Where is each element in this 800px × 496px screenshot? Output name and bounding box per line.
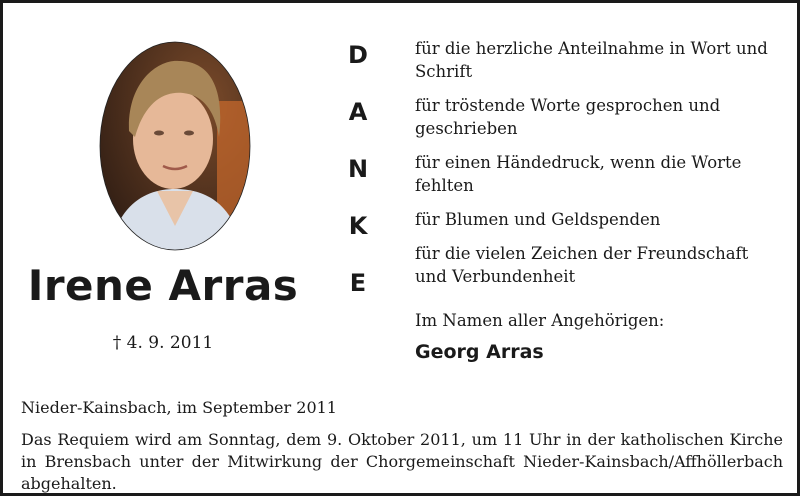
danke-letter: A bbox=[348, 98, 368, 126]
danke-letter: E bbox=[349, 269, 367, 297]
thanks-item: für einen Händedruck, wenn die Worte fehlten bbox=[415, 153, 742, 195]
thanks-item: für Blumen und Geldspenden bbox=[415, 210, 661, 229]
death-date: † 4. 9. 2011 bbox=[112, 333, 214, 353]
place-date: Nieder-Kainsbach, im September 2011 bbox=[21, 398, 337, 417]
thanks-list bbox=[415, 37, 785, 299]
danke-letter: K bbox=[348, 212, 368, 240]
thanks-item: für die herzliche Anteilnahme in Wort und Schrift bbox=[415, 39, 768, 81]
thanks-item: für tröstende Worte gesprochen und geschrieben bbox=[415, 96, 721, 138]
signoff-line: Im Namen aller Angehörigen: bbox=[415, 311, 665, 330]
deceased-name: Irene Arras bbox=[27, 261, 299, 310]
danke-vertical-word bbox=[343, 41, 373, 326]
signer-name: Georg Arras bbox=[415, 341, 544, 363]
portrait-photo bbox=[99, 41, 251, 251]
thanks-item: für die vielen Zeichen der Freundschaft und Verbundenheit bbox=[415, 244, 749, 286]
requiem-notice: Das Requiem wird am Sonntag, dem 9. Oktober 2011, um 11 Uhr in der katholischen Kirche in Brensbach unter der Mitwirkung der Chorgemeinschaft Nieder-Kainsbach/Affhöllerbach abgehalten. bbox=[21, 430, 783, 493]
danke-letter: N bbox=[347, 155, 369, 183]
danke-letter: D bbox=[348, 41, 368, 69]
